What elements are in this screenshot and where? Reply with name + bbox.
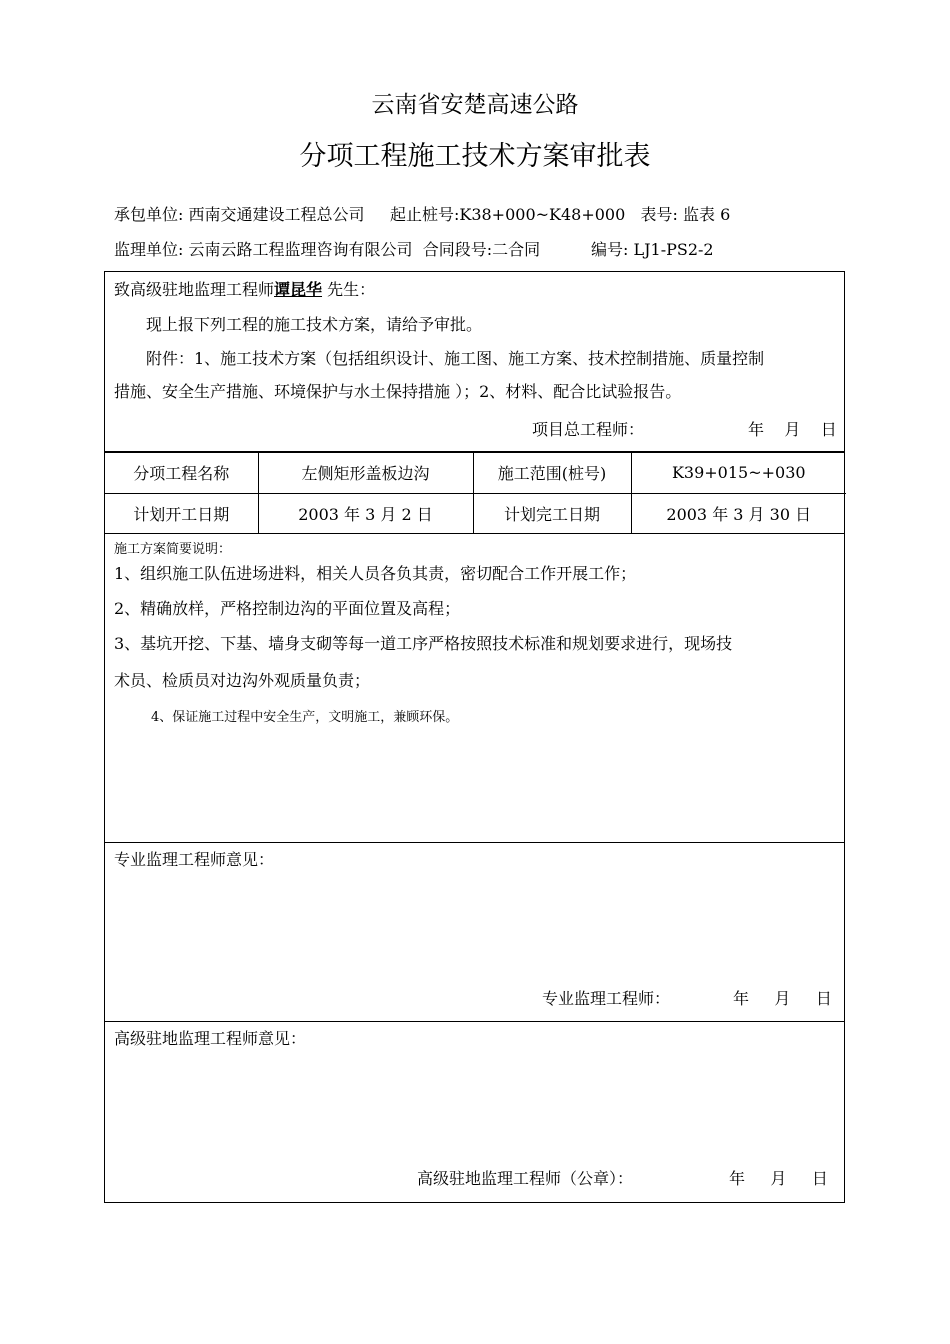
specialist-review-section xyxy=(104,842,845,1022)
range-label: 施工范围(桩号) xyxy=(473,453,631,493)
contract-value: 二合同 xyxy=(492,240,541,259)
addressee-suffix: 先生： xyxy=(327,280,376,299)
senior-engineer-date: 年 月 日 xyxy=(729,1169,828,1188)
header-row-2 xyxy=(114,237,714,260)
addressee-prefix: 致高级驻地监理工程师 xyxy=(114,280,275,299)
form-label: 表号: xyxy=(640,205,678,224)
chief-engineer-date: 年 月 日 xyxy=(748,420,837,439)
number-value: LJ1-PS2-2 xyxy=(633,240,714,259)
range-value: K39+015~+030 xyxy=(631,453,846,493)
document-title: 云南省安楚高速公路 xyxy=(371,92,579,118)
senior-engineer-label: 高级驻地监理工程师（公章）： xyxy=(417,1169,634,1188)
header-row-1 xyxy=(114,202,730,225)
contract-label: 合同段号: xyxy=(422,240,493,259)
attachment-text-2: 措施、安全生产措施、环境保护与水土保持措施 ）；2、材料、配合比试验报告。 xyxy=(114,382,682,401)
attachment-text-1: 附件：1、施工技术方案（包括组织设计、施工图、施工方案、技术控制措施、质量控制 xyxy=(146,349,765,368)
end-date-value: 2003 年 3 月 30 日 xyxy=(631,493,846,533)
submission-section xyxy=(104,271,845,452)
table-row xyxy=(105,453,846,493)
engineer-name: 谭昆华 xyxy=(274,280,323,299)
info-table-section xyxy=(104,452,845,534)
chief-engineer-label: 项目总工程师： xyxy=(532,420,645,439)
number-label: 编号: xyxy=(590,240,629,259)
senior-review-heading: 高级驻地监理工程师意见： xyxy=(114,1029,307,1048)
station-label: 起止桩号: xyxy=(389,205,460,224)
contractor-value: 西南交通建设工程总公司 xyxy=(188,205,365,224)
item-name-value: 左侧矩形盖板边沟 xyxy=(258,453,473,493)
start-date-label: 计划开工日期 xyxy=(105,493,258,533)
supervisor-value: 云南云路工程监理咨询有限公司 xyxy=(188,240,413,259)
specialist-engineer-label: 专业监理工程师： xyxy=(542,989,671,1008)
specialist-engineer-date: 年 月 日 xyxy=(733,989,832,1008)
plan-item-2: 2、精确放样，严格控制边沟的平面位置及高程； xyxy=(114,599,461,618)
plan-section xyxy=(104,533,845,843)
end-date-label: 计划完工日期 xyxy=(473,493,631,533)
submission-text: 现上报下列工程的施工技术方案，请给予审批。 xyxy=(146,315,483,334)
plan-heading: 施工方案简要说明： xyxy=(114,542,232,557)
plan-item-4: 4、保证施工过程中安全生产，文明施工，兼顾环保。 xyxy=(151,710,459,725)
senior-review-section xyxy=(104,1021,845,1203)
plan-item-3b: 术员、检质员对边沟外观质量负责； xyxy=(114,671,371,690)
info-table xyxy=(105,453,846,533)
contractor-label: 承包单位: xyxy=(114,205,184,224)
form-value: 监表 6 xyxy=(683,205,731,224)
plan-item-3a: 3、基坑开挖、下基、墙身支砌等每一道工序严格按照技术标准和规划要求进行，现场技 xyxy=(114,634,733,653)
specialist-review-heading: 专业监理工程师意见： xyxy=(114,850,275,869)
start-date-value: 2003 年 3 月 2 日 xyxy=(258,493,473,533)
supervisor-label: 监理单位: xyxy=(114,240,184,259)
form-title: 分项工程施工技术方案审批表 xyxy=(299,141,651,172)
addressee-line xyxy=(114,277,375,300)
table-row xyxy=(105,493,846,533)
plan-item-1: 1、组织施工队伍进场进料，相关人员各负其责，密切配合工作开展工作； xyxy=(114,564,637,583)
item-name-label: 分项工程名称 xyxy=(105,453,258,493)
station-value: K38+000~K48+000 xyxy=(459,205,626,224)
